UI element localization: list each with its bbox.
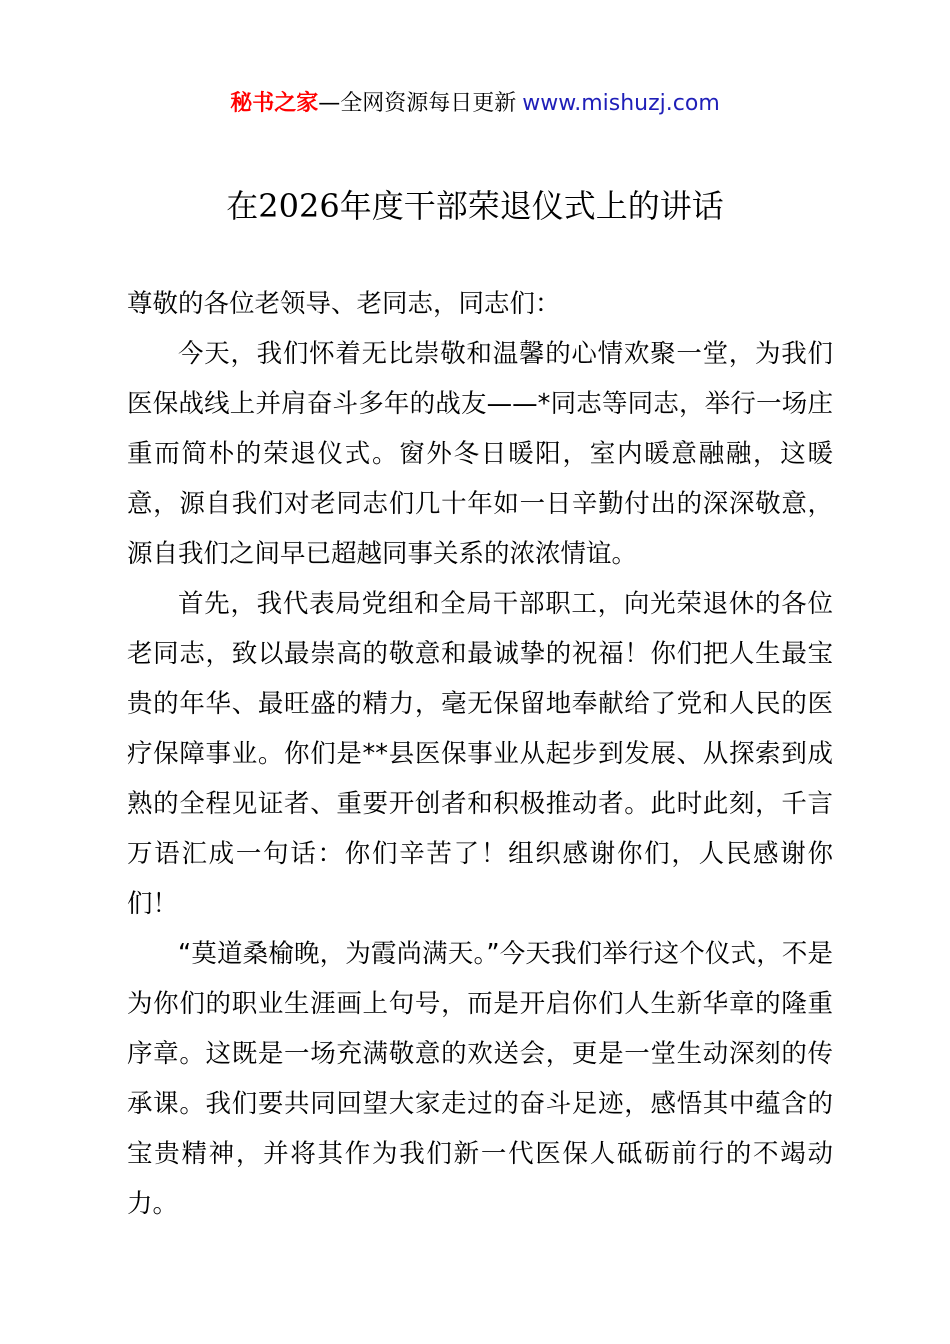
salutation: 尊敬的各位老领导、老同志，同志们： [127,289,561,319]
paragraph: “莫道桑榆晚，为霞尚满天。”今天我们举行这个仪式，不是为你们的职业生涯画上句号，而是开启你们人生新华章的隆重序章。这既是一场充满敬意的欢送会，更是一堂生动深刻的传承课。我们要共同回望大家走过的奋斗足迹，感悟其中蕴含的宝贵精神，并将其作为我们新一代医保人砥砺前行的不竭动力。 [127,939,833,1219]
document-title: 在2026年度干部荣退仪式上的讲话 [226,187,724,225]
paragraph: 今天，我们怀着无比崇敬和温馨的心情欢聚一堂，为我们医保战线上并肩奋斗多年的战友——*同志等同志，举行一场庄重而简朴的荣退仪式。窗外冬日暖阳，室内暖意融融，这暖意，源自我们对老同志们几十年如一日辛勤付出的深深敬意，源自我们之间早已超越同事关系的浓浓情谊。 [127,339,833,569]
header-tagline: —全网资源每日更新 [318,91,517,116]
site-header [0,86,950,122]
paragraph: 首先，我代表局党组和全局干部职工，向光荣退休的各位老同志，致以最崇高的敬意和最诚挚的祝福！你们把人生最宝贵的年华、最旺盛的精力，毫无保留地奉献给了党和人民的医疗保障事业。你们是**县医保事业从起步到发展、从探索到成熟的全程见证者、重要开创者和积极推动者。此时此刻，千言万语汇成一句话：你们辛苦了！组织感谢你们，人民感谢你们！ [127,589,833,919]
site-url-link[interactable]: www.mishuzj.com [522,91,720,116]
document-body [127,279,833,1229]
brand-name: 秘书之家 [230,91,319,116]
